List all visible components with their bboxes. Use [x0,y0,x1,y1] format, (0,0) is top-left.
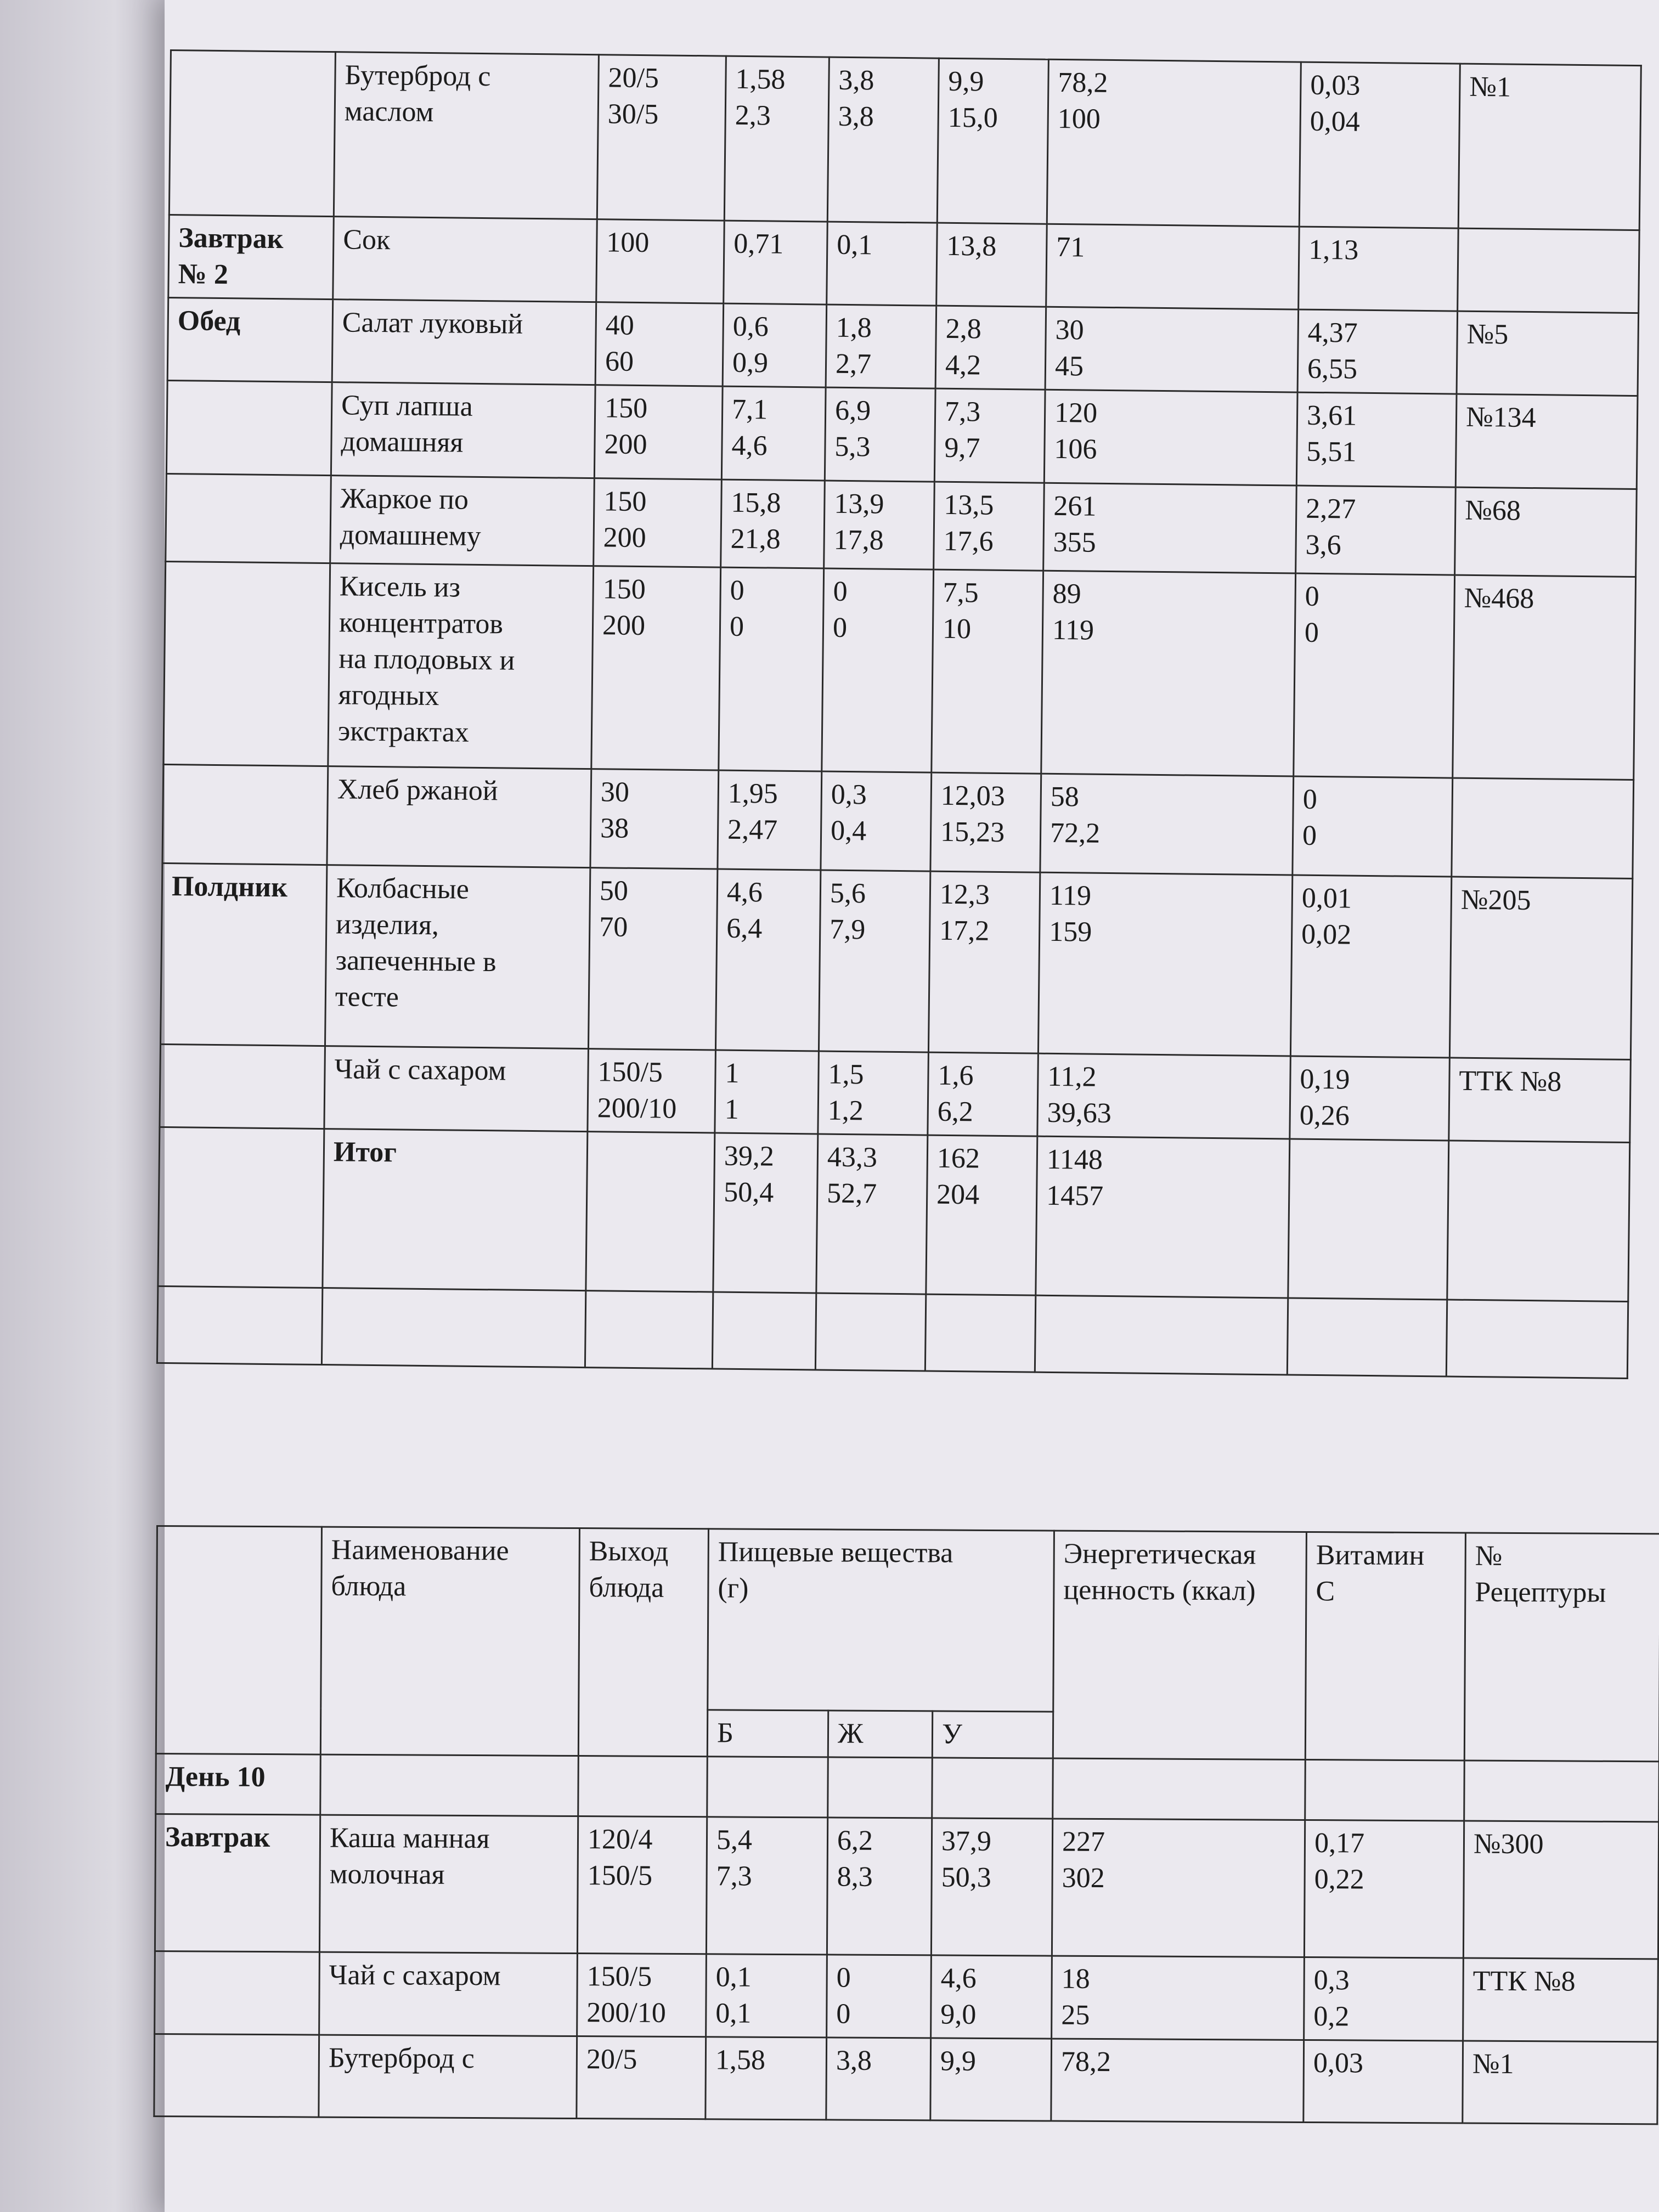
header-fat: Ж [828,1711,932,1758]
vitamin-c-value: 4,37 6,55 [1297,309,1458,394]
header-dish: Наименование блюда [320,1527,579,1756]
table-row [162,764,1634,878]
carbs-value: 9,9 [930,2038,1052,2121]
recipe-number [1447,1141,1630,1301]
energy-value [1035,1295,1288,1375]
fat-value: 0 0 [827,1955,932,2038]
dish-name: Кисель из концентратов на плодовых и ягодных экстрактах [328,563,594,769]
table-row [167,297,1638,396]
recipe-number: №300 [1463,1821,1658,1959]
table-row [169,50,1641,230]
protein-value: 0,1 0,1 [706,1954,827,2038]
vitamin-c-value: 1,13 [1299,227,1459,311]
table-row [154,2034,1658,2124]
energy-value: 1148 1457 [1036,1136,1290,1298]
table-row [166,473,1637,577]
table-row [155,1814,1658,1959]
table-row [168,215,1639,313]
meal-label [163,561,330,766]
carbs-value: 13,8 [936,223,1047,307]
meal-label [155,1951,320,2035]
recipe-number: №68 [1455,487,1637,577]
header-meal-cell [156,1526,321,1755]
carbs-value: 37,9 50,3 [931,1818,1052,1956]
table-row [158,1127,1630,1301]
protein-value: 15,8 21,8 [721,479,825,568]
header-protein: Б [707,1710,828,1757]
meal-label: Обед [167,297,333,382]
table-row [157,1286,1628,1378]
dish-name: Жаркое по домашнему [330,476,595,566]
carbs-value: 13,5 17,6 [934,482,1045,571]
meal-label [154,2034,319,2117]
energy-value: 71 [1046,224,1300,309]
menu-table-day10 [153,1525,1659,2125]
header-carbs: У [932,1711,1053,1758]
vitamin-c-value: 0 0 [1294,573,1455,778]
dish-name: Чай с сахаром [319,1952,578,2036]
carbs-value: 162 204 [926,1135,1037,1295]
dish-output: 40 60 [595,302,724,386]
recipe-number [1446,1300,1628,1378]
carbs-value: 4,6 9,0 [931,1955,1052,2039]
energy-value: 78,2 100 [1047,59,1301,227]
protein-value: 39,2 50,4 [713,1133,818,1293]
table-cell [1053,1758,1306,1820]
dish-name [321,1288,585,1368]
day-label: День 10 [156,1754,321,1815]
carbs-value: 7,5 10 [932,569,1043,774]
vitamin-c-value: 0 0 [1293,776,1453,877]
fat-value: 13,9 17,8 [824,481,935,569]
meal-label: Полдник [161,863,327,1046]
fat-value: 0,1 [827,222,938,306]
dish-output: 150 200 [594,478,722,567]
dish-output: 100 [596,219,725,303]
protein-value: 4,6 6,4 [715,869,820,1051]
dish-output: 50 70 [588,868,717,1050]
meal-label: Завтрак [155,1814,320,1953]
dish-name: Колбасные изделия, запеченные в тесте [325,865,590,1049]
fat-value: 1,5 1,2 [818,1051,929,1135]
vitamin-c-value: 0,19 0,26 [1290,1056,1450,1141]
fat-value: 1,8 2,7 [826,304,936,388]
energy-value: 30 45 [1045,307,1299,392]
header-recipe-number: № Рецептуры [1464,1533,1659,1762]
menu-table-day10-rows [154,1814,1659,2124]
fat-value: 3,8 3,8 [827,57,939,223]
table-row [155,1951,1658,2041]
protein-value: 1,58 [706,2037,827,2120]
dish-name: Хлеб ржаной [327,766,591,868]
carbs-value [925,1294,1035,1372]
energy-value: 18 25 [1052,1956,1305,2040]
energy-value: 120 106 [1044,390,1297,486]
dish-name: Чай с сахаром [324,1046,589,1132]
fat-value: 6,2 8,3 [827,1818,932,1955]
fat-value: 0,3 0,4 [821,771,932,871]
header-row [156,1526,1659,1715]
energy-value: 78,2 [1051,2039,1304,2122]
fat-value: 3,8 [826,2038,931,2120]
protein-value: 0,71 [724,221,828,304]
fat-value: 6,9 5,3 [825,387,935,482]
header-nutrients: Пищевые вещества (г) [708,1529,1054,1712]
dish-name: Бутерброд с [319,2035,577,2118]
table-cell [320,1754,579,1816]
meal-label [169,50,335,217]
dish-output: 150 200 [591,566,721,770]
energy-value: 11,2 39,63 [1037,1053,1291,1139]
fat-value: 43,3 52,7 [816,1134,928,1294]
vitamin-c-value: 0,3 0,2 [1304,1957,1464,2041]
header-energy: Энергетическая ценность (ккал) [1053,1531,1306,1759]
carbs-value: 7,3 9,7 [934,388,1045,483]
meal-label [166,380,332,475]
dish-output: 120/4 150/5 [577,1816,707,1954]
recipe-number: №1 [1458,64,1641,230]
table-row [161,863,1633,1059]
energy-value: 261 355 [1043,483,1297,573]
carbs-value: 9,9 15,0 [937,58,1048,224]
energy-value: 89 119 [1041,571,1296,776]
meal-label [162,764,328,865]
protein-value [712,1292,816,1370]
table-cell [1305,1759,1465,1821]
protein-value: 5,4 7,3 [706,1817,827,1955]
protein-value: 0 0 [719,567,824,771]
vitamin-c-value: 0,03 0,04 [1299,62,1460,228]
book-spine [0,0,165,2212]
protein-value: 1,58 2,3 [724,56,829,222]
recipe-number [1458,228,1640,313]
dish-output: 150/5 200/10 [577,1954,707,2037]
fat-value: 0 0 [822,568,934,772]
recipe-number: №468 [1453,575,1636,780]
vitamin-c-value: 0,03 [1304,2040,1463,2123]
vitamin-c-value: 2,27 3,6 [1296,486,1456,575]
table-row [163,561,1636,780]
recipe-number: №134 [1455,394,1638,489]
dish-name: Суп лапша домашняя [331,382,595,478]
recipe-number: ТТК №8 [1449,1058,1631,1142]
dish-name: Бутерброд с маслом [334,52,599,219]
menu-table-top-body [157,50,1641,1379]
vitamin-c-value: 3,61 5,51 [1296,392,1457,487]
header-vitamin-c: Витамин С [1305,1532,1465,1760]
protein-value: 1 1 [715,1050,819,1134]
dish-output [585,1291,713,1369]
energy-value: 227 302 [1052,1819,1305,1957]
recipe-number: №5 [1457,311,1639,396]
header-output: Выход блюда [578,1528,708,1757]
protein-value: 7,1 4,6 [721,386,826,481]
recipe-number: №205 [1449,877,1632,1059]
meal-label [158,1127,324,1288]
recipe-number: ТТК №8 [1463,1958,1658,2042]
carbs-value: 12,3 17,2 [928,871,1040,1053]
dish-output: 20/5 [577,2036,706,2119]
dish-output: 150 200 [594,385,723,479]
menu-table-top [156,49,1642,1379]
day-row [156,1754,1659,1822]
dish-output: 30 38 [590,769,719,869]
fat-value: 5,6 7,9 [819,870,930,1052]
table-cell [932,1758,1053,1819]
dish-output [586,1132,715,1292]
table-cell [1464,1760,1659,1822]
meal-label [166,473,331,563]
carbs-value: 2,8 4,2 [935,306,1046,390]
meal-label: Завтрак № 2 [168,215,334,299]
recipe-number [1452,778,1634,878]
vitamin-c-value: 0,01 0,02 [1290,875,1451,1058]
table-cell [828,1757,933,1818]
dish-name: Итог [323,1129,588,1291]
recipe-number: №1 [1463,2041,1658,2124]
carbs-value: 12,03 15,23 [930,772,1041,872]
dish-name: Каша манная молочная [319,1815,578,1953]
protein-value: 0,6 0,9 [723,303,827,387]
dish-name: Салат луковый [332,300,596,385]
dish-output: 20/5 30/5 [597,55,726,221]
table-row [166,380,1638,489]
vitamin-c-value [1288,1139,1449,1300]
meal-label [160,1044,325,1128]
vitamin-c-value [1287,1298,1447,1376]
carbs-value: 1,6 6,2 [928,1052,1039,1136]
table-row [160,1044,1630,1142]
fat-value [815,1293,926,1371]
table-cell [707,1757,828,1818]
vitamin-c-value: 0,17 0,22 [1304,1820,1464,1958]
table-cell [578,1756,708,1817]
menu-table-day10-body [156,1526,1659,1822]
energy-value: 119 159 [1038,872,1292,1056]
dish-name: Сок [333,217,597,302]
dish-output: 150/5 200/10 [588,1049,716,1133]
meal-label [157,1286,322,1364]
energy-value: 58 72,2 [1040,774,1294,875]
protein-value: 1,95 2,47 [718,770,822,870]
